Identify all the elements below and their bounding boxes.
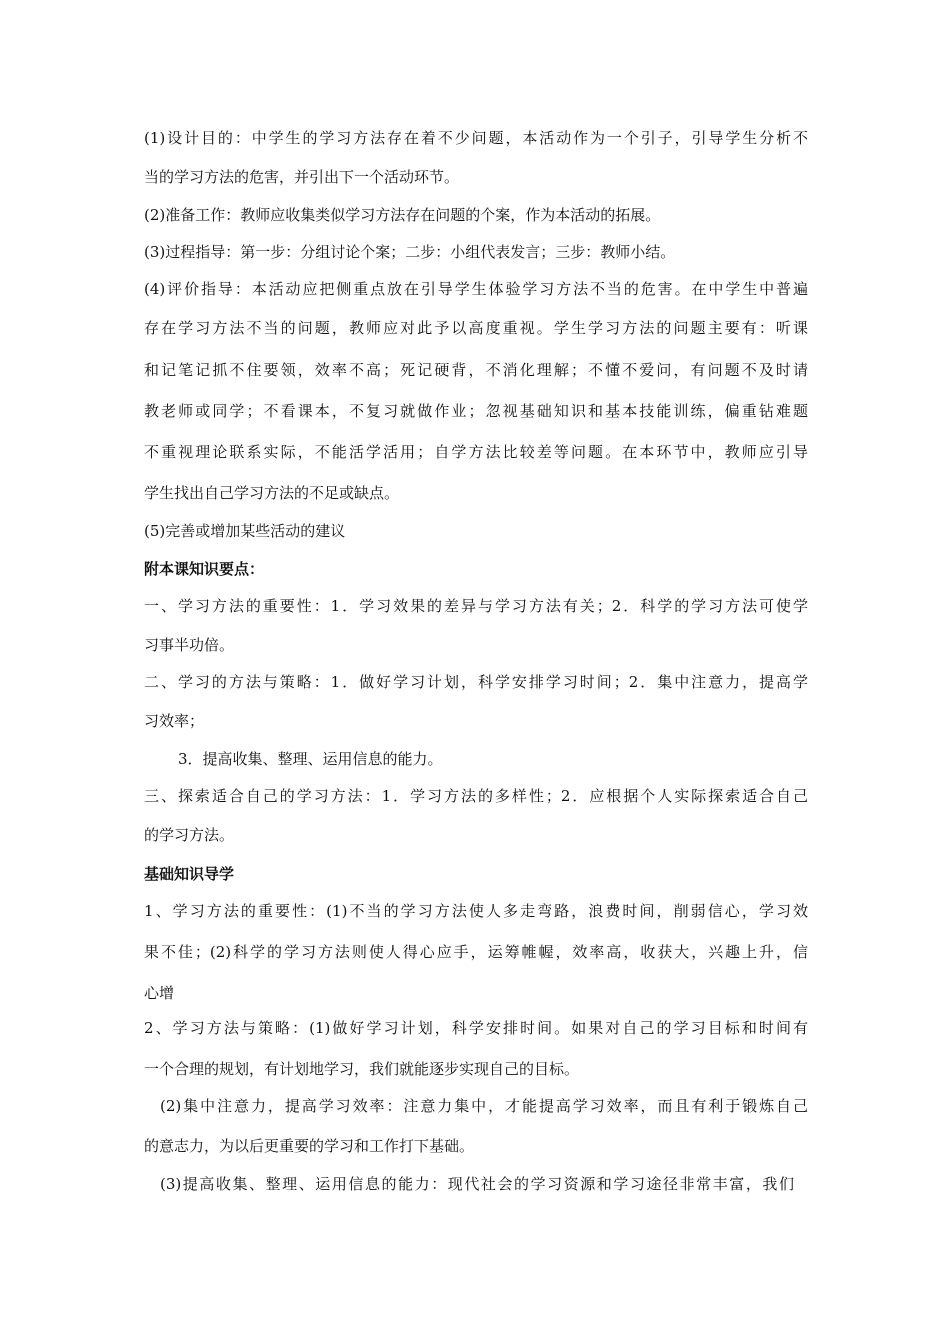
text-line: 1、学习方法的重要性：(1)不当的学习方法使人多走弯路，浪费时间，削弱信心，学习效 (144, 902, 808, 920)
text-line: 的学习方法。 (144, 826, 235, 844)
section-heading: 基础知识导学 (144, 865, 235, 883)
text-line: (2)准备工作：教师应收集类似学习方法存在问题的个案，作为本活动的拓展。 (144, 206, 661, 224)
text-line: (1)设计目的：中学生的学习方法存在着不少问题，本活动作为一个引子，引导学生分析不 (144, 129, 808, 147)
text-line: 3．提高收集、整理、运用信息的能力。 (178, 750, 443, 768)
text-line: 的意志力，为以后更重要的学习和工作打下基础。 (144, 1137, 475, 1155)
text-line: (3)提高收集、整理、运用信息的能力：现代社会的学习资源和学习途径非常丰富，我们 (160, 1175, 794, 1193)
text-line: 不重视理论联系实际，不能活学活用；自学方法比较差等问题。在本环节中，教师应引导 (144, 443, 808, 461)
text-line: 一个合理的规划，有计划地学习，我们就能逐步实现自己的目标。 (144, 1060, 580, 1078)
text-line: 教老师或同学；不看课本，不复习就做作业；忽视基础知识和基本技能训练，偏重钻难题 (144, 402, 808, 420)
text-line: 习事半功倍。 (144, 636, 235, 654)
text-line: 学生找出自己学习方法的不足或缺点。 (144, 484, 400, 502)
text-line: (4)评价指导：本活动应把侧重点放在引导学生体验学习方法不当的危害。在中学生中普遍 (144, 280, 808, 298)
text-line: 习效率； (144, 712, 205, 730)
text-line: 果不佳；(2)科学的学习方法则使人得心应手，运筹帷幄，效率高，收获大，兴趣上升，信 (144, 943, 808, 961)
text-line: 和记笔记抓不住要领，效率不高；死记硬背，不消化理解；不懂不爱问，有问题不及时请 (144, 361, 808, 379)
text-line: 2、学习方法与策略：(1)做好学习计划，科学安排时间。如果对自己的学习目标和时间有 (144, 1019, 808, 1037)
text-line: 二、学习的方法与策略：1．做好学习计划，科学安排学习时间；2．集中注意力，提高学 (144, 673, 808, 691)
text-line: 当的学习方法的危害，并引出下一个活动环节。 (144, 168, 460, 186)
text-line: 心增 (144, 984, 175, 1002)
text-line: (5)完善或增加某些活动的建议 (144, 522, 346, 540)
text-line: (3)过程指导：第一步：分组讨论个案；二步：小组代表发言；三步：教师小结。 (144, 243, 676, 261)
text-line: 一、学习方法的重要性：1．学习效果的差异与学习方法有关；2．科学的学习方法可使学 (144, 597, 808, 615)
text-line: 存在学习方法不当的问题，教师应对此予以高度重视。学生学习方法的问题主要有：听课 (144, 319, 808, 337)
text-line: 三、探索适合自己的学习方法：1．学习方法的多样性；2．应根据个人实际探索适合自己 (144, 787, 808, 805)
section-heading: 附本课知识要点： (144, 560, 265, 578)
text-line: (2)集中注意力，提高学习效率：注意力集中，才能提高学习效率，而且有利于锻炼自己 (160, 1097, 808, 1115)
